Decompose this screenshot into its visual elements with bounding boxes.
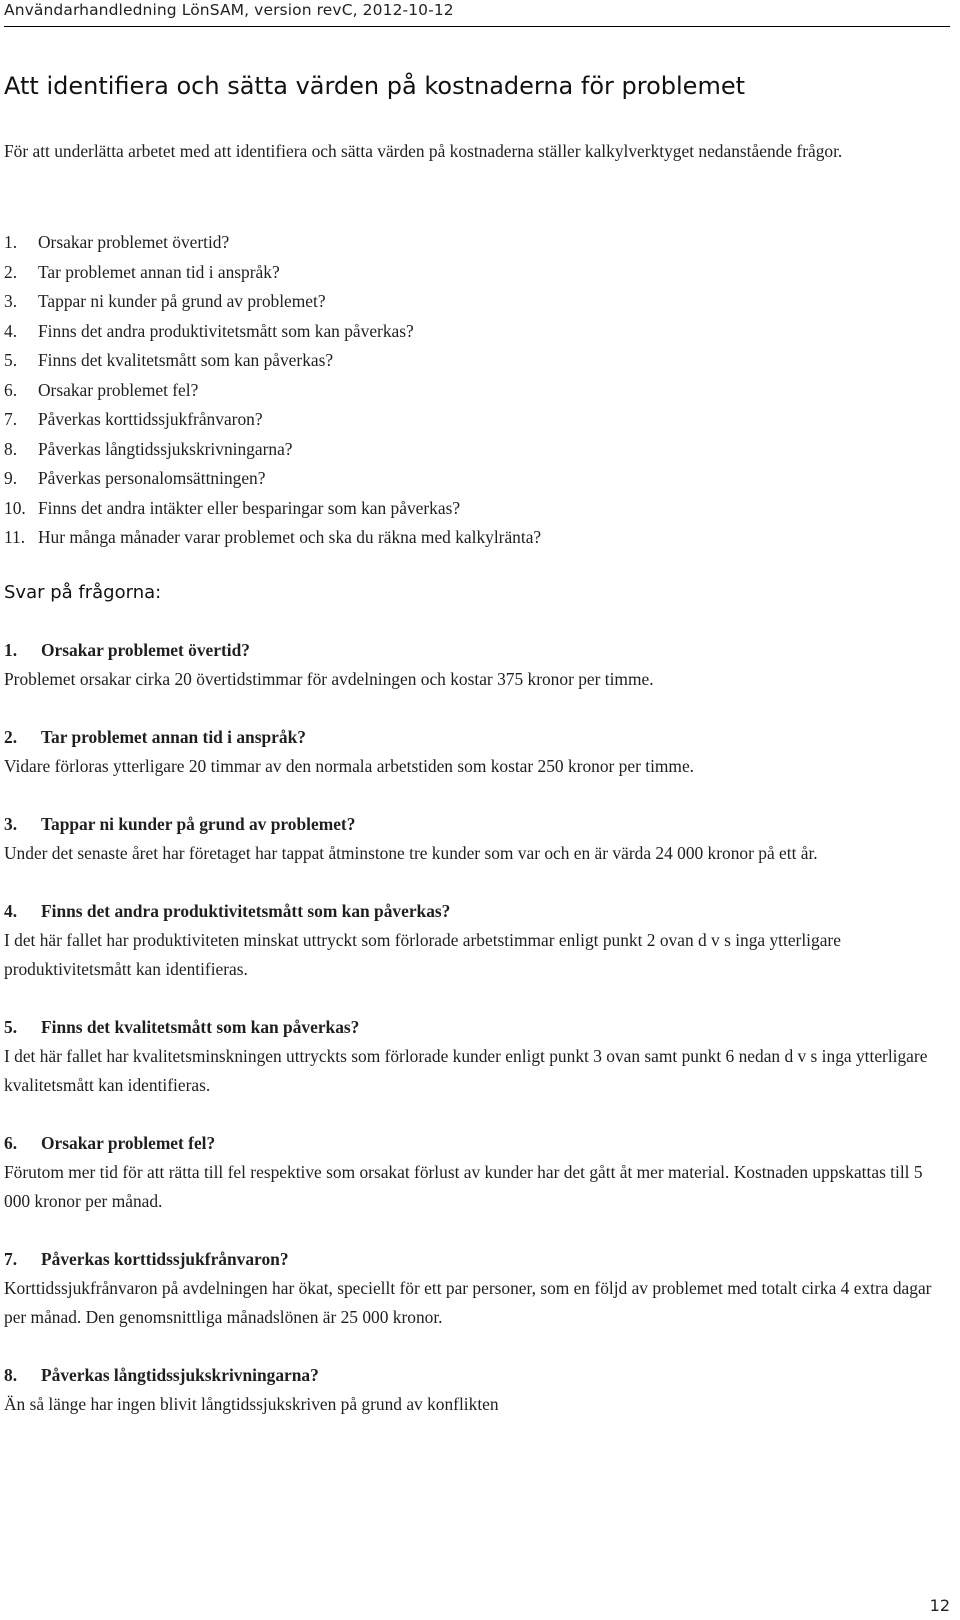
answer-question-text: Finns det kvalitetsmått som kan påverkas? xyxy=(41,1017,360,1037)
question-text: Orsakar problemet övertid? xyxy=(38,232,230,252)
answer-number: 2. xyxy=(4,727,18,747)
question-text: Finns det andra produktivitetsmått som kan påverkas? xyxy=(38,320,414,341)
answer-block xyxy=(4,723,944,781)
answer-question xyxy=(4,810,944,839)
answer-text: Förutom mer tid för att rätta till fel respektive som orsakat förlust av kunder har det gått åt mer material. Kostnaden uppskattas till 5 000 kronor per månad. xyxy=(4,1162,923,1211)
header-divider xyxy=(4,26,950,27)
answer-number: 5. xyxy=(4,1017,18,1037)
answer-block xyxy=(4,897,944,984)
answer-question-text: Finns det andra produktivitetsmått som kan påverkas? xyxy=(41,901,451,921)
question-text: Finns det andra intäkter eller besparingar som kan påverkas? xyxy=(38,497,461,518)
question-item xyxy=(4,258,541,288)
answer-question-text: Tappar ni kunder på grund av problemet? xyxy=(41,814,356,834)
answer-question-text: Påverkas korttidssjukfrånvaron? xyxy=(41,1249,289,1269)
answer-text: Vidare förloras ytterligare 20 timmar av den normala arbetstiden som kostar 250 kronor per timme. xyxy=(4,756,695,776)
question-text: Påverkas långtidssjukskrivningarna? xyxy=(38,438,293,459)
question-text: Tappar ni kunder på grund av problemet? xyxy=(38,291,326,311)
intro-paragraph: För att underlätta arbetet med att identifiera och sätta värden på kostnaderna ställer kalkylverktyget nedanstående frågor. xyxy=(4,141,843,161)
question-item xyxy=(4,494,541,524)
answer-block xyxy=(4,1129,944,1216)
running-header: Användarhandledning LönSAM, version revC, 2012-10-12 xyxy=(4,1,454,19)
question-number: 11. xyxy=(4,527,26,547)
question-item xyxy=(4,317,541,347)
question-item xyxy=(4,464,541,494)
answer-text: I det här fallet har kvalitetsminskningen uttryckts som förlorade kunder enligt punkt 3 ovan samt punkt 6 nedan d v s inga ytterligare kvalitetsmått kan identifieras. xyxy=(4,1046,928,1095)
question-number: 6. xyxy=(4,379,18,400)
answer-number: 3. xyxy=(4,814,18,834)
question-number: 2. xyxy=(4,261,18,282)
answer-block xyxy=(4,1245,944,1332)
answer-number: 4. xyxy=(4,901,18,921)
answer-block xyxy=(4,636,944,694)
answer-number: 7. xyxy=(4,1249,18,1269)
question-item xyxy=(4,435,541,465)
question-item xyxy=(4,376,541,406)
question-item xyxy=(4,287,541,317)
question-text: Finns det kvalitetsmått som kan påverkas? xyxy=(38,350,334,370)
answer-block xyxy=(4,1361,944,1419)
question-number: 9. xyxy=(4,468,18,488)
answer-question-text: Orsakar problemet fel? xyxy=(41,1133,216,1153)
question-number: 3. xyxy=(4,291,18,311)
question-item xyxy=(4,346,541,376)
answers-heading: Svar på frågorna: xyxy=(4,582,162,603)
answer-question xyxy=(4,897,944,926)
answer-number: 1. xyxy=(4,640,18,660)
answer-text: Än så länge har ingen blivit långtidssjukskriven på grund av konflikten xyxy=(4,1394,499,1414)
question-text: Tar problemet annan tid i anspråk? xyxy=(38,261,280,282)
answer-text: Korttidssjukfrånvaron på avdelningen har ökat, speciellt för ett par personer, som en följd av problemet med totalt cirka 4 extra dagar per månad. Den genomsnittliga månadslönen är 25 000 kronor. xyxy=(4,1278,932,1327)
question-number: 4. xyxy=(4,320,18,341)
answer-number: 6. xyxy=(4,1133,18,1153)
answer-question-text: Tar problemet annan tid i anspråk? xyxy=(41,727,306,747)
answer-text: I det här fallet har produktiviteten minskat uttryckt som förlorade arbetstimmar enligt punkt 2 ovan d v s inga ytterligare produktivitetsmått kan identifieras. xyxy=(4,930,841,979)
answer-block xyxy=(4,810,944,868)
question-number: 10. xyxy=(4,497,26,518)
question-number: 7. xyxy=(4,409,18,429)
question-item xyxy=(4,523,541,553)
question-text: Hur många månader varar problemet och ska du räkna med kalkylränta? xyxy=(38,527,542,547)
question-text: Påverkas korttidssjukfrånvaron? xyxy=(38,409,263,429)
question-item xyxy=(4,228,541,258)
answer-question xyxy=(4,636,944,665)
answer-question-text: Påverkas långtidssjukskrivningarna? xyxy=(41,1365,319,1385)
answer-number: 8. xyxy=(4,1365,18,1385)
answer-text: Problemet orsakar cirka 20 övertidstimmar för avdelningen och kostar 375 kronor per timme. xyxy=(4,669,654,689)
answer-question xyxy=(4,1013,944,1042)
answer-block xyxy=(4,1013,944,1100)
question-item xyxy=(4,405,541,435)
question-text: Påverkas personalomsättningen? xyxy=(38,468,266,488)
answer-question-text: Orsakar problemet övertid? xyxy=(41,640,250,660)
question-list xyxy=(4,228,541,553)
answer-question xyxy=(4,723,944,752)
answer-question xyxy=(4,1129,944,1158)
question-number: 8. xyxy=(4,438,18,459)
question-number: 5. xyxy=(4,350,18,370)
answer-question xyxy=(4,1245,944,1274)
page-number: 12 xyxy=(929,1596,950,1615)
question-text: Orsakar problemet fel? xyxy=(38,379,199,400)
question-number: 1. xyxy=(4,232,18,252)
answers-section xyxy=(4,636,944,1448)
section-title: Att identifiera och sätta värden på kostnaderna för problemet xyxy=(4,72,745,100)
answer-text: Under det senaste året har företaget har tappat åtminstone tre kunder som var och en är värda 24 000 kronor på ett år. xyxy=(4,843,818,863)
answer-question xyxy=(4,1361,944,1390)
